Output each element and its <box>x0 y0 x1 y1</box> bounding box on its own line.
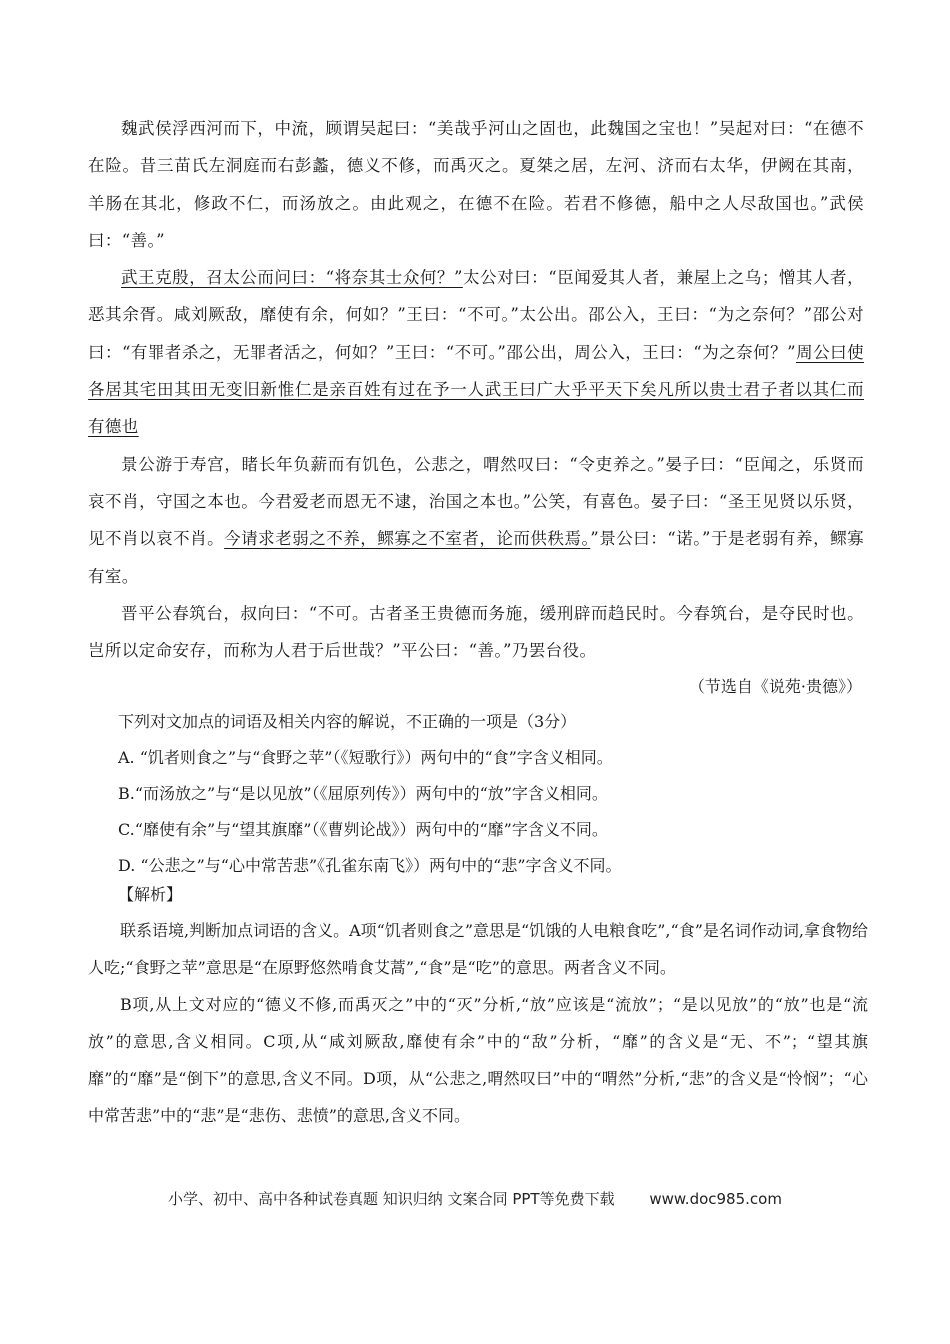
footer-link[interactable]: www.doc985.com <box>649 1190 782 1208</box>
passage-body <box>88 110 864 669</box>
option-b: B.“而汤放之”与“是以见放”（《屈原列传》）两句中的“放”字含义相同。 <box>118 784 608 803</box>
footer <box>0 1188 950 1209</box>
option-a: A. “饥者则食之”与“食野之苹”（《短歌行》）两句中的“食”字含义相同。 <box>118 748 613 767</box>
passage-text: ”景公曰：“诺。”于是老弱有养，鳏寡有室。 <box>88 529 864 586</box>
passage-paragraph-4: 晋平公春筑台，叔向曰：“不可。古者圣王贵德而务施，缓刑辟而趋民时。今春筑台，是夺民时也。岂所以定命安存，而称为人君于后世哉？”平公曰：“善。”乃罢台役。 <box>88 603 864 661</box>
passage-paragraph-3 <box>88 446 864 595</box>
footer-text: 小学、初中、高中各种试卷真题 知识归纳 文案合同 PPT等免费下载 <box>168 1190 615 1208</box>
underlined-unpunctuated-sentence: 周公曰使各居其宅田其田无变旧新惟仁是亲百姓有过在予一人武王曰广大乎平天下矣凡所以贵士君子者以其仁而有德也 <box>88 342 864 437</box>
question-block <box>88 704 878 884</box>
passage-text: 景公游于寿宫，睹长年负薪而有饥色，公悲之，喟然叹曰：“令吏养之。”晏子曰：“臣闻之，乐贤而哀不肖，守国之本也。今君爱老而恩无不逮，治国之本也。”公笑，有喜色。晏子曰：“圣王见贤以乐贤，见不肖以哀不肖。 <box>88 454 864 549</box>
analysis-paragraph-2: B项,从上文对应的“德义不修,而禹灭之”中的“灭”分析,“放”应该是“流放”；“是以见放”的“放”也是“流放”的意思,含义相同。C项,从“咸刘厥敌,靡使有余”中的“敌”分析，“靡”的含义是“无、不”；“望其旗靡”的“靡”是“倒下”的意思,含义不同。D项，从“公悲之,喟然叹曰”中的“喟然”分析,“悲”的含义是“怜悯”；“心中常苦悲”中的“悲”是“悲伤、悲愤”的意思,含义不同。 <box>88 995 868 1125</box>
passage-paragraph-1: 魏武侯浮西河而下，中流，顾谓吴起曰：“美哉乎河山之固也，此魏国之宝也！”吴起对曰：“在德不在险。昔三苗氏左洞庭而右彭蠡，德义不修，而禹灭之。夏桀之居，左河、济而右太华，伊阙在其南，羊肠在其北，修政不仁，而汤放之。由此观之，在德不在险。若君不修德，船中之人尽敌国也。”武侯曰：“善。” <box>88 119 864 250</box>
passage-text: 太公对曰：“臣闻爱其人者，兼屋上之乌；憎其人者，恶其余胥。咸刘厥敌，靡使有余，何如？”王曰：“不可。”太公出。邵公入，王曰：“为之奈何？”邵公对曰：“有罪者杀之，无罪者活之，何如？”王曰：“不可。”邵公出，周公入，王曰：“为之奈何？” <box>88 268 864 362</box>
passage-source: （节选自《说苑·贵德》） <box>688 677 862 696</box>
analysis-body <box>88 912 868 1134</box>
underlined-sentence: 武王克殷，召太公而问曰：“将奈其士众何？” <box>121 268 463 288</box>
analysis-heading: 【解析】 <box>118 885 183 904</box>
option-d: D. “公悲之”与“心中常苦悲”《孔雀东南飞》）两句中的“悲”字含义不同。 <box>118 856 622 875</box>
analysis-paragraph-1: 联系语境,判断加点词语的含义。A项“饥者则食之”意思是“饥饿的人电粮食吃”,“食”是名词作动词,拿食物给人吃;“食野之苹”意思是“在原野悠然啃食艾蒿”,“食”是“吃”的意思。两者含义不同。 <box>88 921 868 977</box>
passage-paragraph-2 <box>88 259 864 445</box>
question-stem: 下列对文加点的词语及相关内容的解说，不正确的一项是（3分） <box>118 712 577 731</box>
option-c: C.“靡使有余”与“望其旗靡”（《曹刿论战》）两句中的“靡”字含义不同。 <box>118 820 608 839</box>
underlined-sentence: 今请求老弱之不养，鳏寡之不室者，论而供秩焉。 <box>224 529 591 549</box>
